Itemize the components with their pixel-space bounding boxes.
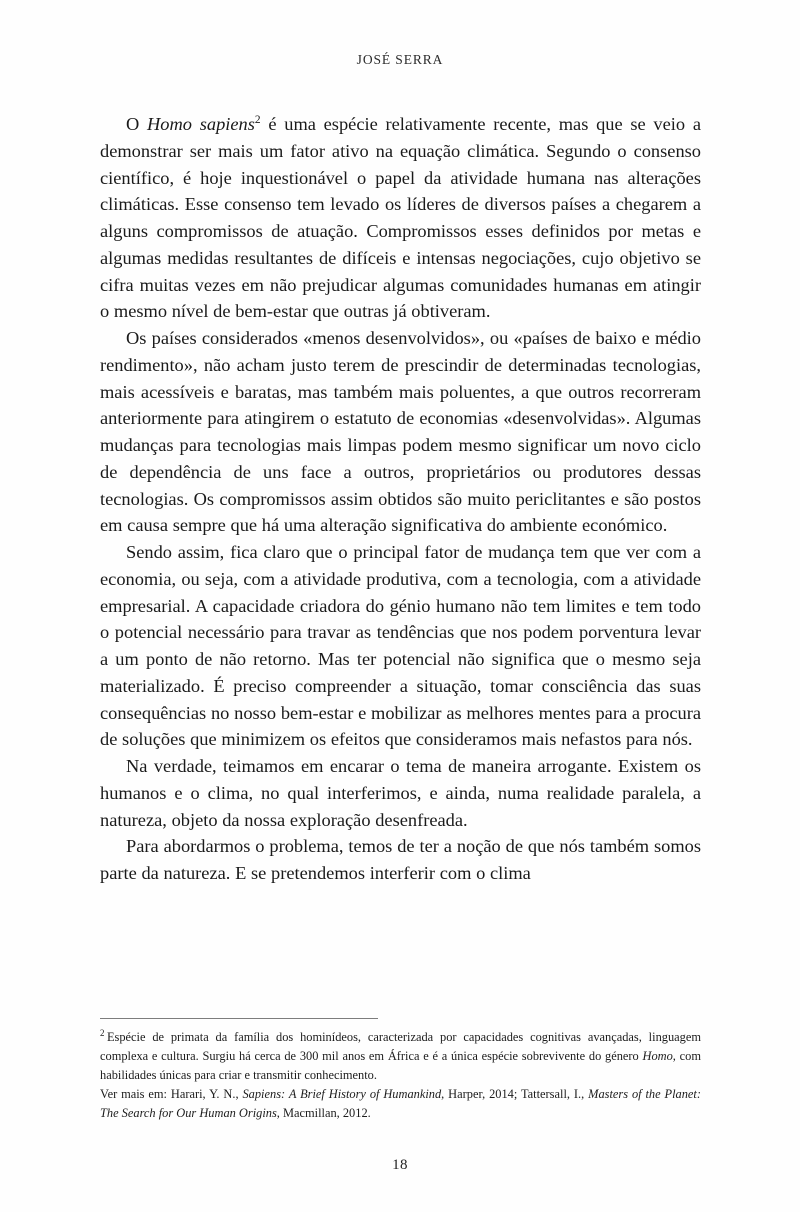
- footnote-italic-masters-title: Masters of the Planet: The Search for Our Human Origins: [100, 1087, 702, 1121]
- footnote-block: [100, 1018, 701, 1123]
- running-head: JOSÉ SERRA: [356, 52, 444, 67]
- body-text-block: [100, 111, 701, 887]
- footnote-marker: 2: [100, 1027, 105, 1038]
- page-number: 18: [392, 1157, 408, 1173]
- footnote-segment-1: Espécie de primata da família dos hominídeos, caracterizada por capacidades cognitivas avançadas, linguagem complexa e cultura. Surgiu há cerca de 300 mil anos em África e é a única espécie sobrevivente do género: [100, 1030, 701, 1064]
- footnote-reference-2[interactable]: 2: [254, 113, 261, 126]
- footnote-segment-4: , Harper, 2014; Tattersall, I.,: [441, 1087, 589, 1102]
- paragraph-3: Sendo assim, fica claro que o principal fator de mudança tem que ver com a economia, ou seja, com a atividade produtiva, com a tecnologia, com a atividade empresarial. A capacidade criadora do génio humano não tem limites e tem todo o potencial necessário para travar as tendências que nos podem porventura levar a um ponto de não retorno. Mas ter potencial não significa que o mesmo seja materializado. É preciso compreender a situação, tomar consciência das suas consequências no nosso bem-estar e mobilizar as melhores mentes para a procura de soluções que minimizem os efeitos que consideramos mais nefastos para nós.: [100, 542, 701, 750]
- species-name-italic: Homo sapiens: [147, 114, 255, 134]
- footnote-segment-5: , Macmillan, 2012.: [276, 1106, 371, 1121]
- footnote-segment-2: , com habilidades únicas para criar e transmitir conhecimento.: [100, 1049, 701, 1083]
- paragraph-4: Na verdade, teimamos em encarar o tema de maneira arrogante. Existem os humanos e o clima, no qual interferimos, e ainda, numa realidade paralela, a natureza, objeto da nossa exploração desenfreada.: [100, 756, 701, 830]
- paragraph-1-rest: é uma espécie relativamente recente, mas que se veio a demonstrar ser mais um fator ativo na equação climática. Segundo o consenso científico, é hoje inquestionável o papel da atividade humana nas alterações climáticas. Esse consenso tem levado os líderes de diversos países a chegarem a alguns compromissos de atuação. Compromissos esses definidos por metas e algumas medidas resultantes de difíceis e intensas negociações, cujo objetivo se cifra muitas vezes em não prejudicar algumas comunidades humanas em atingir o mesmo nível de bem-estar que outras já obtiveram.: [100, 114, 701, 322]
- paragraph-1-lead: O: [126, 114, 148, 134]
- footnote-segment-3: Ver mais em: Harari, Y. N.,: [100, 1087, 243, 1102]
- footnote-italic-homo: Homo: [642, 1049, 673, 1064]
- footnote-italic-sapiens-title: Sapiens: A Brief History of Humankind: [242, 1087, 442, 1102]
- paragraph-2: Os países considerados «menos desenvolvidos», ou «países de baixo e médio rendimento», não acham justo terem de prescindir de determinadas tecnologias, mais acessíveis e baratas, mas também mais poluentes, a que outros recorreram anteriormente para atingirem o estatuto de economias «desenvolvidas». Algumas mudanças para tecnologias mais limpas podem mesmo significar um novo ciclo de dependência de uns face a outros, proprietários ou produtores dessas tecnologias. Os compromissos assim obtidos são muito periclitantes e são postos em causa sempre que há uma alteração significativa do ambiente económico.: [100, 328, 701, 536]
- footnote-separator-rule: [100, 1018, 378, 1019]
- paragraph-5: Para abordarmos o problema, temos de ter a noção de que nós também somos parte da natureza. E se pretendemos interferir com o clima: [100, 836, 701, 883]
- paragraph-1: [100, 111, 701, 325]
- footnote-2: [100, 1028, 701, 1123]
